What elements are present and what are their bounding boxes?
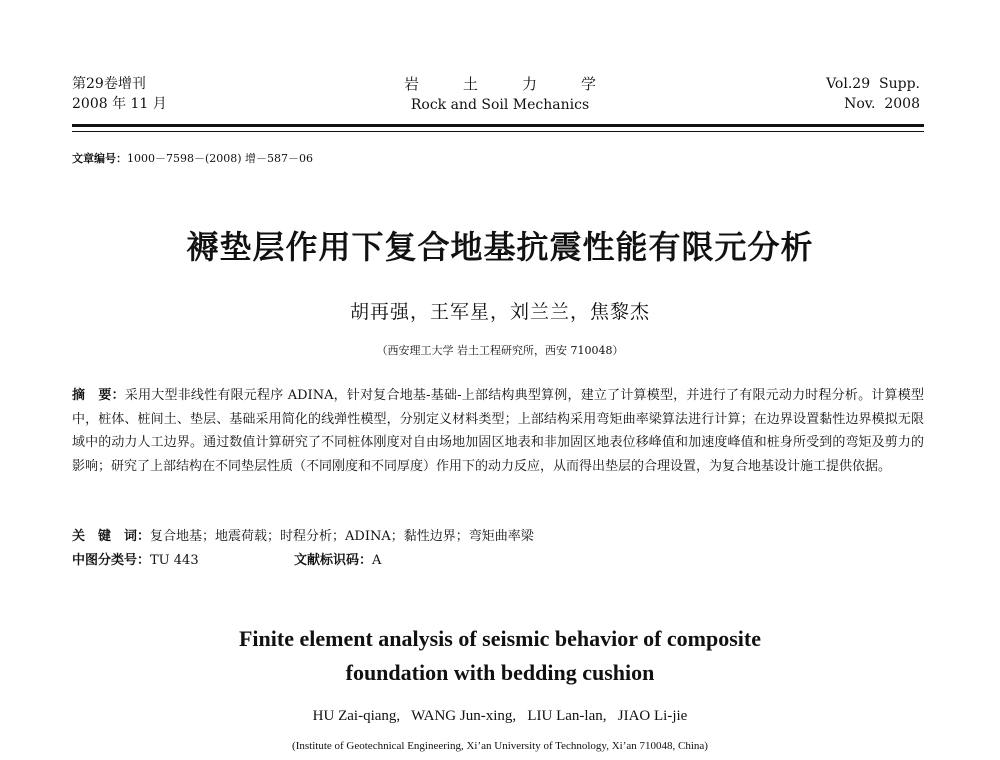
journal-char: 力 [522,75,538,93]
keywords-label: 关 键 词： [72,529,151,544]
header-volume: 第29卷增刊 [72,76,146,92]
header-rule-thick [72,124,924,127]
header-date-en: Nov. 2008 [844,96,920,112]
article-number-value: 1000－7598－(2008) 增－587－06 [127,152,314,165]
article-number-label: 文章编号： [72,152,127,165]
header-rule-thin [72,131,924,132]
abstract-label: 摘 要： [72,388,125,403]
affiliation-en: (Institute of Geotechnical Engineering, Xi’an University of Technology, Xi’an 710048, China) [292,740,708,752]
header-volume-en [826,74,920,114]
journal-char: 土 [462,75,478,93]
title-en-line2: foundation with bedding cushion [345,660,655,685]
journal-char: 岩 [403,75,419,93]
authors-en: HU Zai-qiang, WANG Jun-xing, LIU Lan-lan, JIAO Li-jie [312,708,688,724]
journal-name-en: Rock and Soil Mechanics [410,97,590,113]
abstract [72,384,924,478]
journal-char: 学 [581,75,597,93]
classification [72,549,382,568]
title-cn: 褥垫层作用下复合地基抗震性能有限元分析 [186,228,814,266]
doc-code-value: A [372,553,382,568]
keywords [72,525,534,544]
clc-value: TU 443 [150,553,199,568]
header-date-cn: 2008 年 11 月 [72,96,167,112]
authors-cn: 胡再强，王军星，刘兰兰，焦黎杰 [349,301,650,323]
title-en [0,622,1000,690]
doc-code [294,549,381,568]
keywords-text: 复合地基；地震荷载；时程分析；ADINA；黏性边界；弯矩曲率梁 [150,529,534,544]
article-number [72,150,313,166]
affiliation-cn: （西安理工大学 岩土工程研究所，西安 710048） [376,344,624,357]
header-vol-supp: Vol.29 Supp. [826,76,920,92]
clc-label: 中图分类号： [72,553,151,568]
doc-code-label: 文献标识码： [294,553,373,568]
abstract-text: 采用大型非线性有限元程序 ADINA，针对复合地基-基础-上部结构典型算例，建立了计算模型，并进行了有限元动力时程分析。计算模型中，桩体、桩间土、垫层、基础采用简化的线弹性模型，分别定义材料类型；上部结构采用弯矩曲率梁算法进行计算；在边界设置黏性边界模拟无限域中的动力人工边界。通过数值计算研究了不同桩体刚度对自由场地加固区地表和非加固区地表位移峰值和加速度峰值和桩身所受到的弯矩及剪力的影响；研究了上部结构在不同垫层性质（不同刚度和不同厚度）作用下的动力反应，从而得出垫层的合理设置，为复合地基设计施工提供依据。 [72,388,924,474]
title-en-line1: Finite element analysis of seismic behavior of composite [238,626,762,651]
